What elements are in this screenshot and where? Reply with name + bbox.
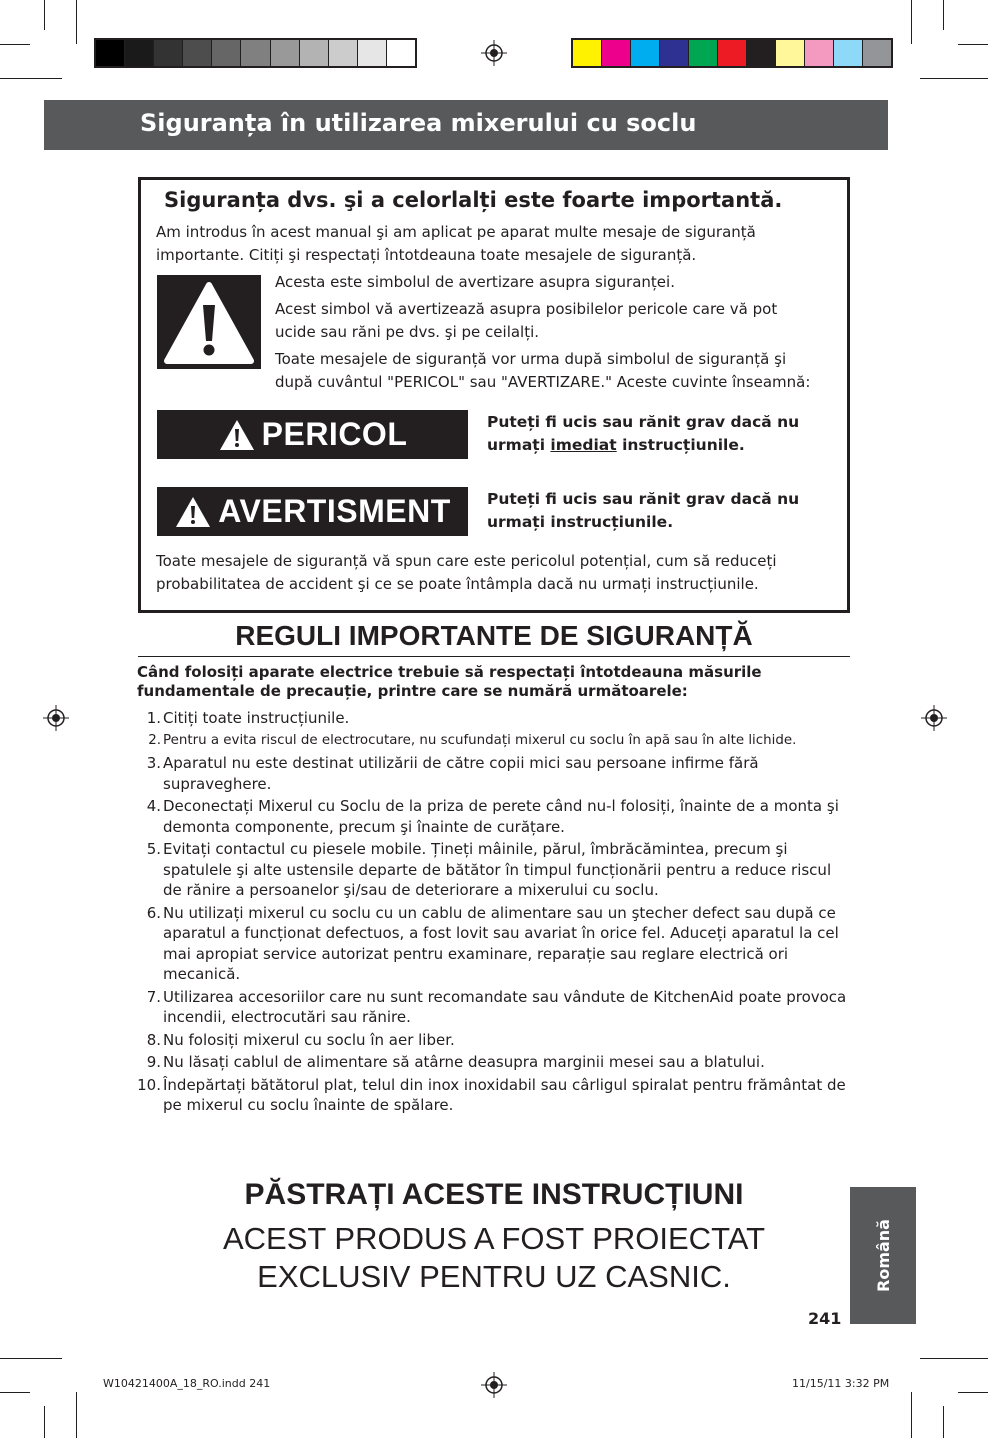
list-item-text: Aparatul nu este destinat utilizării de către copii mici sau persoane infirme fără supraveghere.	[163, 754, 759, 793]
crop-mark	[958, 1392, 988, 1393]
crop-mark	[958, 44, 988, 45]
color-swatch	[863, 40, 891, 66]
color-swatch	[718, 40, 747, 66]
danger-banner	[157, 410, 468, 459]
color-swatch	[660, 40, 689, 66]
crop-mark	[0, 78, 62, 79]
danger-desc-text: Puteți fi ucis sau rănit grav dacă nu urmați	[487, 413, 800, 454]
gray-calibration-bar	[94, 38, 417, 68]
color-swatch	[212, 40, 241, 66]
warning-triangle-icon	[157, 275, 261, 369]
registration-mark-icon	[481, 40, 507, 66]
color-swatch	[631, 40, 660, 66]
household-use-notice	[138, 1220, 850, 1296]
list-item	[137, 987, 852, 1028]
danger-description	[487, 411, 817, 457]
color-swatch	[241, 40, 270, 66]
list-item	[137, 731, 852, 752]
registration-mark-icon	[43, 705, 69, 731]
list-item	[137, 839, 852, 901]
color-swatch	[805, 40, 834, 66]
list-item-number: 7.	[146, 987, 161, 1006]
color-swatch	[747, 40, 776, 66]
list-item-text: Citiți toate instrucțiunile.	[163, 709, 350, 727]
danger-desc-text: instrucțiunile.	[616, 436, 745, 454]
color-swatch	[834, 40, 863, 66]
crop-mark	[0, 1358, 62, 1359]
color-swatch	[329, 40, 358, 66]
list-item	[137, 753, 852, 794]
page-number: 241	[808, 1309, 842, 1328]
rules-title: REGULI IMPORTANTE DE SIGURANȚĂ	[235, 620, 753, 651]
rules-list	[137, 708, 852, 1118]
list-item-number: 5.	[146, 840, 161, 858]
color-swatch	[125, 40, 154, 66]
color-swatch	[602, 40, 631, 66]
list-item	[137, 1075, 852, 1116]
crop-mark	[943, 0, 944, 30]
list-item	[137, 796, 852, 837]
safety-alert-symbol	[157, 275, 261, 369]
crop-mark	[0, 44, 30, 45]
color-swatch	[573, 40, 602, 66]
registration-mark-icon	[921, 705, 947, 731]
crop-mark	[920, 78, 988, 79]
warning-label: AVERTISMENT	[218, 493, 451, 529]
list-item-number: 10.	[137, 1075, 161, 1094]
rules-intro: Când folosiți aparate electrice trebuie să respectați întotdeauna măsurile fundamentale de precauție, printre care se numără următoarele:	[137, 663, 762, 700]
household-line: ACEST PRODUS A FOST PROIECTAT	[222, 1221, 766, 1256]
list-item-number: 4.	[146, 797, 161, 815]
color-swatch	[183, 40, 212, 66]
safety-heading: Siguranța dvs. şi a celorlalți este foarte importantă.	[164, 188, 783, 212]
crop-mark	[911, 1392, 912, 1438]
list-item-number: 3.	[146, 754, 161, 772]
list-item-text: Utilizarea accesoriilor care nu sunt recomandate sau vândute de KitchenAid poate provoca incendii, electrocutări sau rănire.	[163, 987, 847, 1026]
list-item-number: 8.	[146, 1030, 161, 1049]
page-title: Siguranța în utilizarea mixerului cu soclu	[140, 109, 697, 137]
crop-mark	[44, 0, 45, 30]
color-swatch	[776, 40, 805, 66]
divider	[138, 656, 850, 657]
color-calibration-bar	[571, 38, 893, 68]
slug-date: 11/15/11 3:32 PM	[792, 1377, 890, 1390]
symbol-line: Toate mesajele de siguranță vor urma după simbolul de siguranță şi după cuvântul "PERICOL" sau "AVERTIZARE." Aceste cuvinte înseamnă:	[275, 350, 811, 391]
warning-banner	[157, 487, 468, 536]
danger-desc-emphasis: imediat	[550, 436, 617, 454]
slug-filename: W10421400A_18_RO.indd 241	[103, 1377, 271, 1390]
color-swatch	[300, 40, 329, 66]
list-item-text: Nu lăsați cablul de alimentare să atârne deasupra marginii mesei sau a blatului.	[163, 1053, 765, 1071]
list-item-text: Evitați contactul cu piesele mobile. Țineți mâinile, părul, îmbrăcămintea, precum şi spatulele şi alte ustensile departe de bătător în timpul funcționării pentru a reduce riscul de rănire a persoanelor şi/sau de deteriorare a mixerului cu soclu.	[163, 840, 832, 899]
household-line: EXCLUSIV PENTRU UZ CASNIC.	[257, 1259, 731, 1294]
language-tab-label	[850, 1187, 916, 1324]
list-item-text: Nu folosiți mixerul cu soclu în aer liber.	[163, 1030, 455, 1049]
symbol-line: Acesta este simbolul de avertizare asupra siguranței.	[275, 273, 675, 291]
color-swatch	[387, 40, 415, 66]
list-item-text: Deconectați Mixerul cu Soclu de la priza de perete când nu-l folosiți, înainte de a monta şi demonta componente, precum şi înainte de curățare.	[163, 797, 839, 836]
keep-instructions-heading: PĂSTRAȚI ACESTE INSTRUCȚIUNI	[244, 1178, 744, 1211]
list-item	[137, 708, 852, 729]
crop-mark	[920, 1358, 988, 1359]
safety-closing: Toate mesajele de siguranță vă spun care este pericolul potențial, cum să reduceți probabilitatea de accident şi ce se poate întâmpla dacă nu urmați instrucțiunile.	[156, 552, 777, 593]
language-label: Română	[873, 1219, 893, 1292]
list-item	[137, 1030, 852, 1051]
warning-triangle-icon	[218, 418, 256, 452]
list-item-text: Nu utilizați mixerul cu soclu cu un cablu de alimentare sau un ştecher defect sau după ce aparatul a funcționat defectuos, a fost lovit sau avariat în orice fel. Aduceți aparatul la cel mai apropiat service autorizat pentru examinare, reparație sau reglare electrică ori mecanică.	[163, 903, 839, 983]
registration-mark-icon	[481, 1372, 507, 1398]
list-item	[137, 903, 852, 985]
color-swatch	[358, 40, 387, 66]
list-item	[137, 1052, 852, 1073]
crop-mark	[0, 1392, 30, 1393]
crop-mark	[76, 1392, 77, 1438]
list-item-text: Pentru a evita riscul de electrocutare, nu scufundați mixerul cu soclu în apă sau în alte lichide.	[163, 732, 797, 748]
warning-triangle-icon	[174, 495, 212, 529]
color-swatch	[689, 40, 718, 66]
symbol-line: Acest simbol vă avertizează asupra posibilelor pericole care vă pot ucide sau răni pe dvs. şi pe ceilalți.	[275, 300, 778, 341]
color-swatch	[154, 40, 183, 66]
crop-mark	[44, 1406, 45, 1438]
danger-label: PERICOL	[261, 416, 408, 452]
list-item-text: Îndepărtați bătătorul plat, telul din inox inoxidabil sau cârligul spiralat pentru frământat de pe mixerul cu soclu înainte de spălare.	[163, 1075, 846, 1114]
crop-mark	[76, 0, 77, 44]
crop-mark	[943, 1406, 944, 1438]
color-swatch	[271, 40, 300, 66]
list-item-number: 9.	[146, 1053, 161, 1071]
safety-intro: Am introdus în acest manual şi am aplicat pe aparat multe mesaje de siguranță importante. Citiți şi respectați întotdeauna toate mesajele de siguranță.	[156, 223, 756, 264]
list-item-number: 2.	[148, 732, 161, 748]
color-swatch	[96, 40, 125, 66]
list-item-number: 6.	[146, 903, 161, 922]
list-item-number: 1.	[146, 709, 161, 727]
warning-description: Puteți fi ucis sau rănit grav dacă nu urmați instrucțiunile.	[487, 490, 800, 531]
crop-mark	[911, 0, 912, 44]
